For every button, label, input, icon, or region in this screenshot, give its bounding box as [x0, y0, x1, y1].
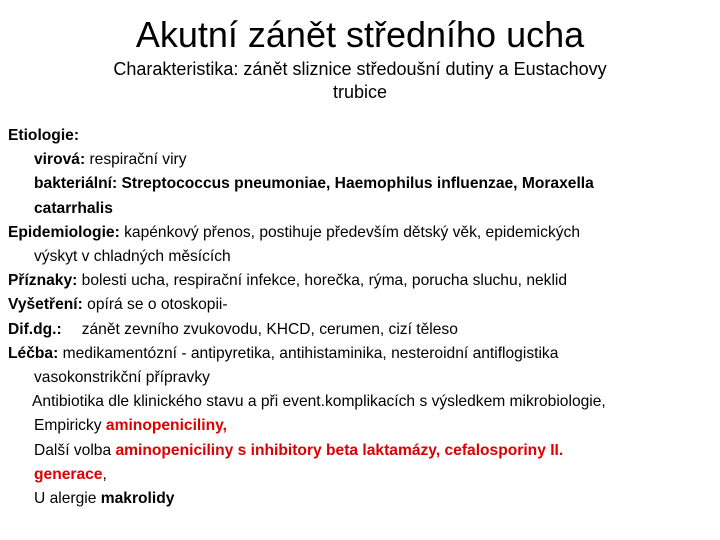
etiology-viral	[8, 148, 716, 172]
examination-label: Vyšetření:	[8, 296, 83, 314]
slide-title: Akutní zánět středního ucha	[135, 14, 585, 55]
allergy-drug: makrolidy	[100, 490, 175, 508]
epidemiology-line-2: výskyt v chladných měsících	[34, 248, 231, 266]
differential-label: Dif.dg.:	[8, 320, 62, 338]
viral-label: virová:	[34, 151, 86, 169]
etiology-bacterial-line-2: catarrhalis	[34, 199, 113, 217]
allergy-text: U alergie	[34, 490, 101, 508]
etiology-bacterial-line-1: bakteriální: Streptococcus pneumoniae, Haemophilus influenzae, Moraxella	[34, 175, 594, 193]
next-choice-line-2	[8, 463, 716, 487]
differential-text: zánět zevního zvukovodu, KHCD, cerumen, cizí těleso	[81, 320, 458, 338]
epidemiology-label: Epidemiologie:	[8, 223, 120, 241]
treatment-text-1: medikamentózní - antipyretika, antihistaminika, nesteroidní antiflogistika	[58, 344, 559, 362]
next-text: Další volba	[34, 441, 116, 459]
empiric-drug: aminopeniciliny,	[105, 417, 227, 435]
empiric-line	[8, 414, 716, 438]
treatment-line-1	[8, 342, 716, 366]
examination-text: opírá se o otoskopii-	[82, 296, 228, 314]
treatment-line-2: vasokonstrikční přípravky	[34, 369, 210, 387]
viral-text: respirační viry	[85, 151, 187, 169]
symptoms-label: Příznaky:	[8, 272, 78, 290]
subtitle-line-2: trubice	[332, 82, 388, 102]
epidemiology-text-1: kapénkový přenos, postihuje především dětský věk, epidemických	[119, 223, 581, 241]
examination-line	[8, 293, 716, 317]
next-choice-line-1	[8, 439, 716, 463]
symptoms-text: bolesti ucha, respirační infekce, horečka, rýma, porucha sluchu, neklid	[77, 272, 568, 290]
allergy-line	[8, 487, 716, 511]
subtitle-line-1: Charakteristika: zánět sliznice středoušní dutiny a Eustachovy	[113, 59, 607, 79]
differential-line	[8, 318, 716, 342]
next-drug-1: aminopeniciliny s inhibitory beta laktamázy, cefalosporiny II.	[115, 441, 564, 459]
empiric-text: Empiricky	[34, 417, 106, 435]
next-drug-2: generace	[34, 465, 103, 483]
next-drug-comma: ,	[102, 465, 107, 483]
symptoms-line	[8, 269, 716, 293]
treatment-label: Léčba:	[8, 344, 59, 362]
slide-subtitle	[40, 58, 680, 104]
antibiotics-line: Antibiotika dle klinického stavu a při event.komplikacích s výsledkem mikrobiologie,	[32, 393, 606, 411]
slide-body	[8, 124, 716, 511]
etiology-heading: Etiologie:	[8, 127, 80, 144]
epidemiology-line-1	[8, 221, 716, 245]
